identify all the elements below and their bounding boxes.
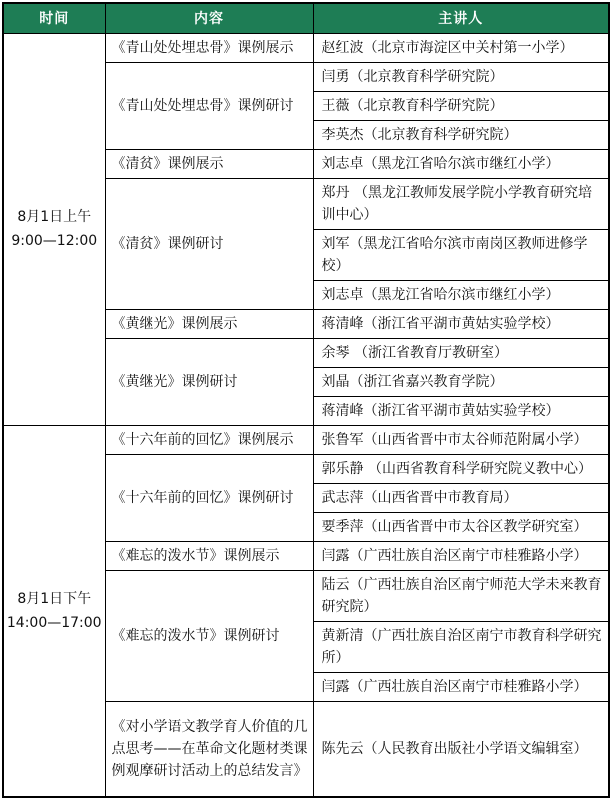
speaker-cell: 刘志卓（黑龙江省哈尔滨市继红小学） xyxy=(313,280,609,309)
table-header xyxy=(3,3,609,33)
speaker-cell: 刘军（黑龙江省哈尔滨市南岗区教师进修学校） xyxy=(313,229,609,280)
speaker-cell: 黄新清（广西壮族自治区南宁市教育科学研究所） xyxy=(313,621,609,672)
time-range: 9:00—12:00 xyxy=(11,233,98,249)
content-cell: 《黄继光》课例研讨 xyxy=(105,338,313,425)
speaker-cell: 陆云（广西壮族自治区南宁师范大学未来教育研究院） xyxy=(313,570,609,621)
time-range: 14:00—17:00 xyxy=(6,614,102,631)
speaker-cell: 张鲁军（山西省晋中市太谷师范附属小学） xyxy=(313,425,609,454)
table-row xyxy=(3,425,609,454)
time-date: 8月1日上午 xyxy=(17,209,92,225)
time-cell xyxy=(3,425,105,797)
speaker-cell: 闫露（广西壮族自治区南宁市桂雅路小学） xyxy=(313,541,609,570)
table-row xyxy=(3,33,609,62)
speaker-cell: 李英杰（北京教育科学研究院） xyxy=(313,120,609,149)
speaker-cell: 郭乐静 （山西省教育科学研究院义教中心） xyxy=(313,454,609,483)
speaker-cell: 王薇（北京教育科学研究院） xyxy=(313,91,609,120)
content-cell: 《难忘的泼水节》课例研讨 xyxy=(105,570,313,701)
header-row xyxy=(3,3,609,33)
speaker-cell: 蒋清峰（浙江省平湖市黄姑实验学校） xyxy=(313,396,609,425)
content-cell: 《青山处处埋忠骨》课例研讨 xyxy=(105,62,313,149)
content-cell: 《黄继光》课例展示 xyxy=(105,309,313,338)
content-cell: 《青山处处埋忠骨》课例展示 xyxy=(105,33,313,62)
speaker-cell: 闫勇（北京教育科学研究院） xyxy=(313,62,609,91)
content-cell: 《清贫》课例研讨 xyxy=(105,178,313,309)
header-time: 时间 xyxy=(3,3,105,33)
content-cell: 《难忘的泼水节》课例展示 xyxy=(105,541,313,570)
speaker-cell: 余琴 （浙江省教育厅教研室） xyxy=(313,338,609,367)
content-cell: 《十六年前的回忆》课例展示 xyxy=(105,425,313,454)
speaker-cell: 陈先云（人民教育出版社小学语文编辑室） xyxy=(313,701,609,797)
speaker-cell: 赵红波（北京市海淀区中关村第一小学） xyxy=(313,33,609,62)
content-cell: 《十六年前的回忆》课例研讨 xyxy=(105,454,313,541)
content-cell: 《对小学语文教学育人价值的几点思考——在革命文化题材类课例观摩研讨活动上的总结发言》 xyxy=(105,701,313,797)
speaker-cell: 刘晶（浙江省嘉兴教育学院） xyxy=(313,367,609,396)
speaker-cell: 刘志卓（黑龙江省哈尔滨市继红小学） xyxy=(313,149,609,178)
header-speaker: 主讲人 xyxy=(313,3,609,33)
time-date: 8月1日下午 xyxy=(17,590,92,607)
time-cell xyxy=(3,33,105,425)
content-cell: 《清贫》课例展示 xyxy=(105,149,313,178)
header-content: 内容 xyxy=(105,3,313,33)
speaker-cell: 闫露（广西壮族自治区南宁市桂雅路小学） xyxy=(313,672,609,701)
schedule-body xyxy=(3,33,609,797)
speaker-cell: 武志萍（山西省晋中市教育局） xyxy=(313,483,609,512)
speaker-cell: 郑丹 （黑龙江教师发展学院小学教育研究培训中心） xyxy=(313,178,609,229)
speaker-cell: 蒋清峰（浙江省平湖市黄姑实验学校） xyxy=(313,309,609,338)
speaker-cell: 要季萍（山西省晋中市太谷区教学研究室） xyxy=(313,512,609,541)
schedule-table xyxy=(2,2,610,798)
